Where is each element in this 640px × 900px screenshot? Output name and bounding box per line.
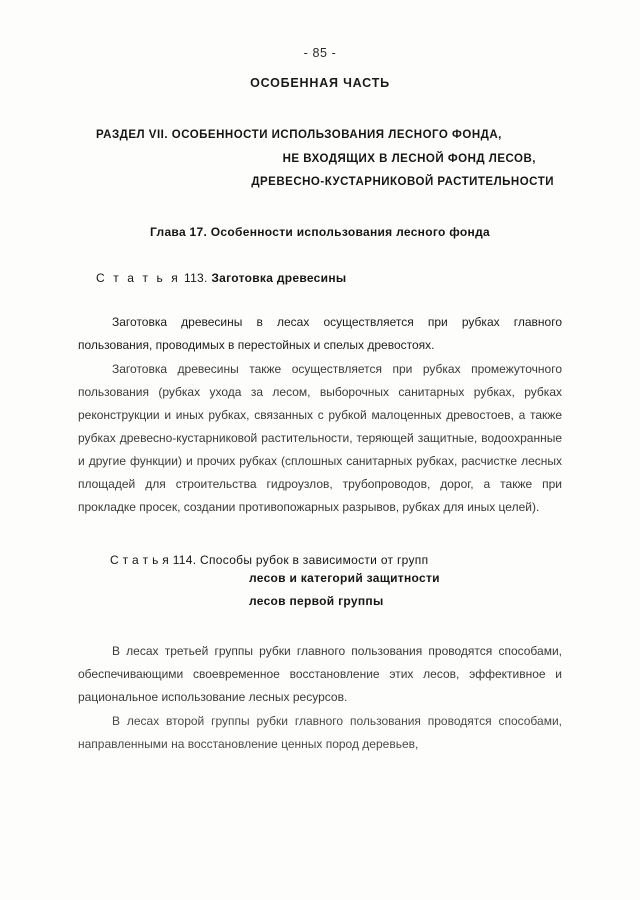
section-heading-line-1: РАЗДЕЛ VII. ОСОБЕННОСТИ ИСПОЛЬЗОВАНИЯ ЛЕСНОГО ФОНДА,	[96, 129, 502, 141]
article-114-number: 114.	[172, 552, 197, 567]
chapter-heading: Глава 17. Особенности использования лесного фонда	[150, 224, 490, 239]
article-114-title-line-1: Способы рубок в зависимости от групп	[200, 552, 429, 567]
section-heading-line-2: НЕ ВХОДЯЩИХ В ЛЕСНОЙ ФОНД ЛЕСОВ,	[282, 152, 536, 165]
article-114-label: С т а т ь я	[110, 552, 170, 567]
paragraph: В лесах третьей группы рубки главного пользования проводятся способами, обеспечивающими своевременное восстановление этих лесов, эффективное и рациональное использование лесных ресурсов.	[78, 643, 562, 704]
paragraph: В лесах второй группы рубки главного пользования проводятся способами, направленными на восстановление ценных пород деревьев,	[78, 713, 562, 751]
article-113-label: С т а т ь я	[96, 270, 181, 285]
article-114-title-line-2: лесов и категорий защитности	[249, 570, 440, 585]
section-heading	[78, 124, 562, 195]
article-113-body	[78, 311, 562, 519]
part-title: ОСОБЕННАЯ ЧАСТЬ	[250, 76, 390, 90]
article-114-body	[78, 640, 562, 756]
article-113-title: Заготовка древесины	[211, 270, 347, 285]
article-114-title-line-3: лесов первой группы	[249, 594, 384, 609]
paragraph: Заготовка древесины также осуществляется при рубках промежуточного пользования (рубках ухода за лесом, выборочных санитарных рубках, рубках реконструкции и иных рубках, связанных с рубкой малоценных древостоев, а также рубках древесно-кустарниковой растительности, теряющей защитные, водоохранные и другие функции) и прочих рубках (сплошных санитарных рубках, расчистке лесных площадей для строительства гидроузлов, трубопроводов, дорог, а также при прокладке просек, создании противопожарных разрывов, рубках для иных целей).	[78, 361, 562, 514]
article-114-heading	[78, 553, 562, 614]
paragraph: Заготовка древесины в лесах осуществляется при рубках главного пользования, проводимых в перестойных и спелых древостоях.	[78, 314, 562, 352]
article-113-heading	[78, 271, 562, 285]
page-number: - 85 -	[303, 46, 337, 60]
section-heading-line-3: ДРЕВЕСНО-КУСТАРНИКОВОЙ РАСТИТЕЛЬНОСТИ	[251, 176, 554, 189]
article-113-number: 113.	[184, 270, 208, 285]
